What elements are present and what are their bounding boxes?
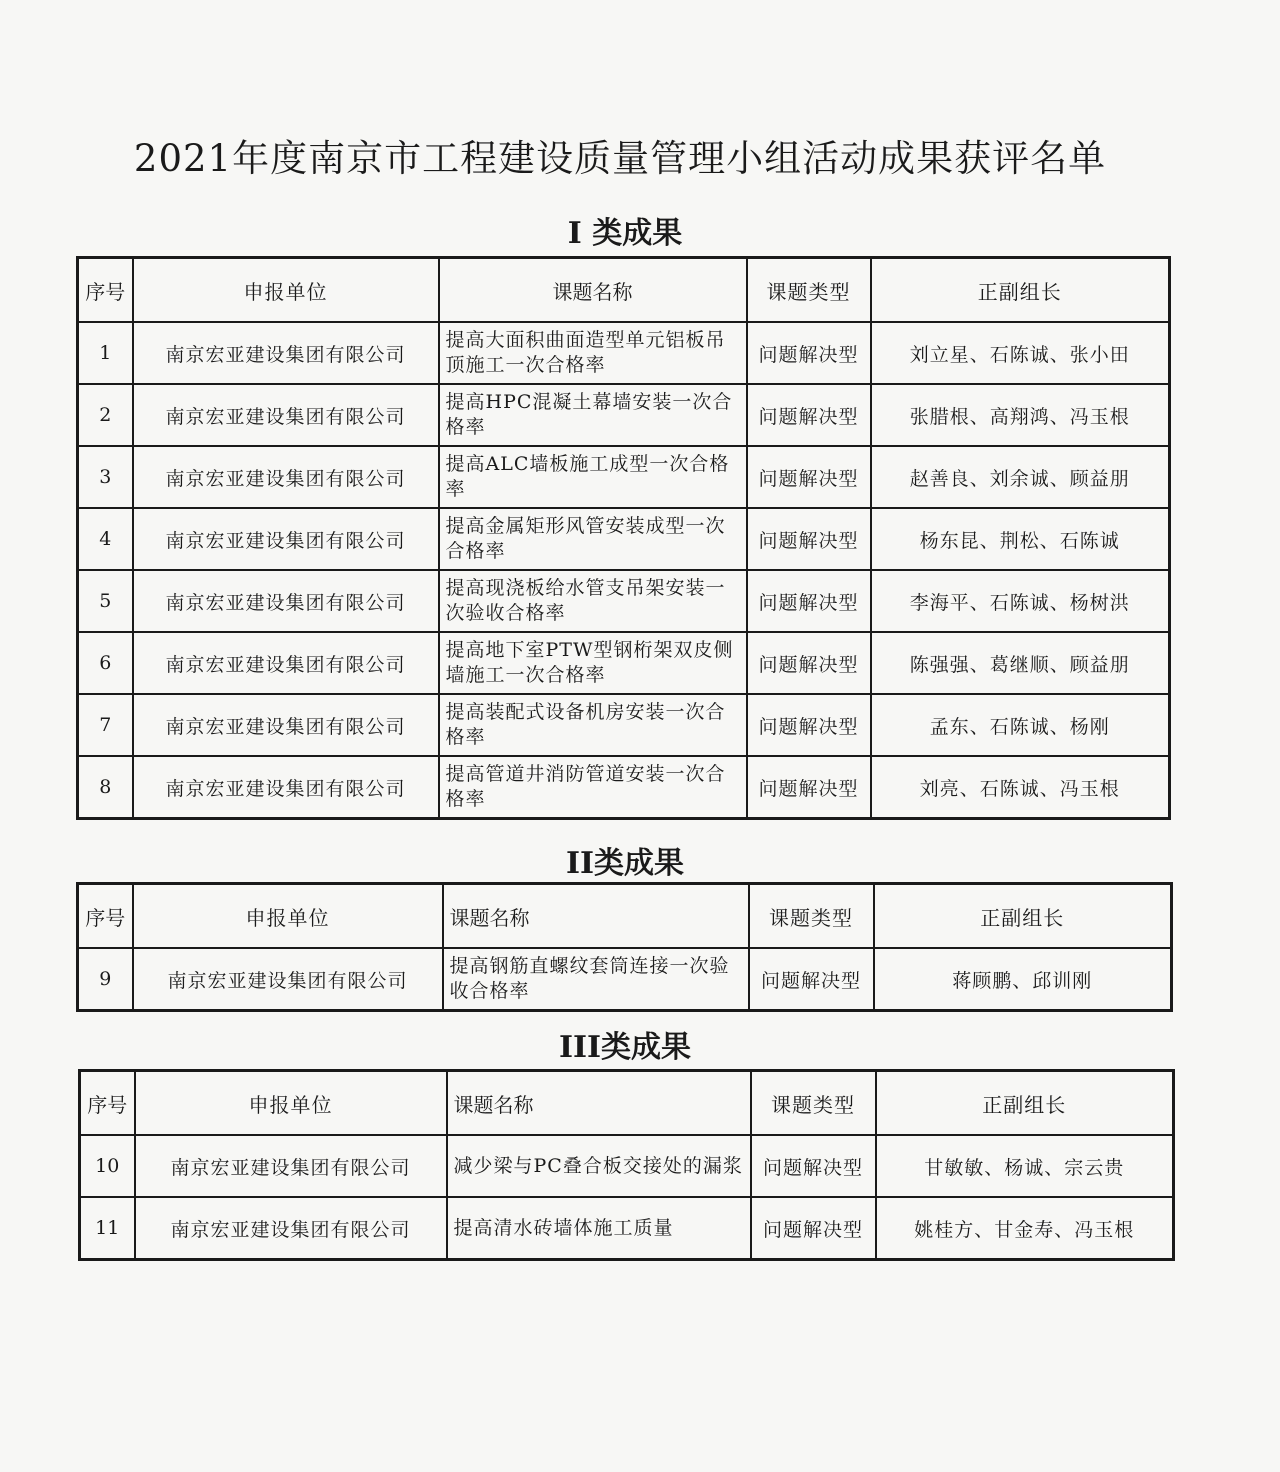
cell-type: 问题解决型 <box>747 756 871 819</box>
table-row <box>78 508 1170 570</box>
cell-no: 1 <box>78 322 133 384</box>
cell-unit: 南京宏亚建设集团有限公司 <box>133 570 439 632</box>
cell-type: 问题解决型 <box>747 694 871 756</box>
cell-topic: 提高管道井消防管道安装一次合格率 <box>439 756 747 819</box>
cell-leaders: 李海平、石陈诚、杨树洪 <box>871 570 1170 632</box>
table-row <box>78 570 1170 632</box>
cell-topic: 提高现浇板给水管支吊架安装一次验收合格率 <box>439 570 747 632</box>
header-no: 序号 <box>80 1071 135 1136</box>
cell-leaders: 孟东、石陈诚、杨刚 <box>871 694 1170 756</box>
cell-no: 3 <box>78 446 133 508</box>
header-leaders: 正副组长 <box>874 884 1172 949</box>
header-unit: 申报单位 <box>133 258 439 323</box>
cell-no: 8 <box>78 756 133 819</box>
table-header-row <box>78 258 1170 323</box>
cell-unit: 南京宏亚建设集团有限公司 <box>133 632 439 694</box>
cell-leaders: 赵善良、刘余诚、顾益朋 <box>871 446 1170 508</box>
cell-type: 问题解决型 <box>747 508 871 570</box>
header-topic: 课题名称 <box>439 258 747 323</box>
table-row <box>80 1135 1174 1197</box>
cell-no: 9 <box>78 948 133 1011</box>
section-title-2: II类成果 <box>565 846 685 881</box>
cell-topic: 减少梁与PC叠合板交接处的漏浆 <box>447 1135 751 1197</box>
cell-type: 问题解决型 <box>747 632 871 694</box>
cell-unit: 南京宏亚建设集团有限公司 <box>133 508 439 570</box>
section-title-1: I 类成果 <box>567 216 683 251</box>
cell-type: 问题解决型 <box>747 384 871 446</box>
cell-no: 11 <box>80 1197 135 1260</box>
table-row <box>78 756 1170 819</box>
results-table-2 <box>76 882 1173 1012</box>
cell-topic: 提高大面积曲面造型单元铝板吊顶施工一次合格率 <box>439 322 747 384</box>
cell-leaders: 张腊根、高翔鸿、冯玉根 <box>871 384 1170 446</box>
header-topic: 课题名称 <box>443 884 749 949</box>
cell-no: 7 <box>78 694 133 756</box>
cell-unit: 南京宏亚建设集团有限公司 <box>135 1197 447 1260</box>
cell-leaders: 刘立星、石陈诚、张小田 <box>871 322 1170 384</box>
header-unit: 申报单位 <box>133 884 443 949</box>
header-unit: 申报单位 <box>135 1071 447 1136</box>
cell-topic: 提高钢筋直螺纹套筒连接一次验收合格率 <box>443 948 749 1011</box>
cell-unit: 南京宏亚建设集团有限公司 <box>133 694 439 756</box>
cell-type: 问题解决型 <box>751 1135 876 1197</box>
table-row <box>78 948 1172 1011</box>
cell-leaders: 蒋顾鹏、邱训刚 <box>874 948 1172 1011</box>
cell-type: 问题解决型 <box>749 948 874 1011</box>
results-table-3 <box>78 1069 1175 1261</box>
header-type: 课题类型 <box>749 884 874 949</box>
cell-no: 5 <box>78 570 133 632</box>
page-title: 2021年度南京市工程建设质量管理小组活动成果获评名单 <box>133 137 1107 180</box>
table-header-row <box>80 1071 1174 1136</box>
cell-topic: 提高ALC墙板施工成型一次合格率 <box>439 446 747 508</box>
cell-leaders: 甘敏敏、杨诚、宗云贵 <box>876 1135 1174 1197</box>
cell-unit: 南京宏亚建设集团有限公司 <box>133 948 443 1011</box>
cell-type: 问题解决型 <box>751 1197 876 1260</box>
cell-unit: 南京宏亚建设集团有限公司 <box>133 384 439 446</box>
header-leaders: 正副组长 <box>876 1071 1174 1136</box>
cell-topic: 提高HPC混凝土幕墙安装一次合格率 <box>439 384 747 446</box>
table-row <box>78 632 1170 694</box>
header-type: 课题类型 <box>747 258 871 323</box>
table-row <box>80 1197 1174 1260</box>
cell-leaders: 刘亮、石陈诚、冯玉根 <box>871 756 1170 819</box>
section-title-3: III类成果 <box>558 1030 692 1065</box>
header-leaders: 正副组长 <box>871 258 1170 323</box>
cell-topic: 提高地下室PTW型钢桁架双皮侧墙施工一次合格率 <box>439 632 747 694</box>
cell-topic: 提高装配式设备机房安装一次合格率 <box>439 694 747 756</box>
cell-topic: 提高清水砖墙体施工质量 <box>447 1197 751 1260</box>
header-no: 序号 <box>78 258 133 323</box>
cell-type: 问题解决型 <box>747 570 871 632</box>
cell-no: 6 <box>78 632 133 694</box>
cell-leaders: 杨东昆、荆松、石陈诚 <box>871 508 1170 570</box>
header-type: 课题类型 <box>751 1071 876 1136</box>
cell-leaders: 姚桂方、甘金寿、冯玉根 <box>876 1197 1174 1260</box>
cell-unit: 南京宏亚建设集团有限公司 <box>133 322 439 384</box>
cell-no: 2 <box>78 384 133 446</box>
cell-no: 4 <box>78 508 133 570</box>
cell-topic: 提高金属矩形风管安装成型一次合格率 <box>439 508 747 570</box>
cell-no: 10 <box>80 1135 135 1197</box>
header-no: 序号 <box>78 884 133 949</box>
table-row <box>78 446 1170 508</box>
table-row <box>78 322 1170 384</box>
table-row <box>78 694 1170 756</box>
cell-unit: 南京宏亚建设集团有限公司 <box>135 1135 447 1197</box>
table-row <box>78 384 1170 446</box>
cell-type: 问题解决型 <box>747 446 871 508</box>
header-topic: 课题名称 <box>447 1071 751 1136</box>
cell-unit: 南京宏亚建设集团有限公司 <box>133 446 439 508</box>
table-header-row <box>78 884 1172 949</box>
cell-unit: 南京宏亚建设集团有限公司 <box>133 756 439 819</box>
cell-leaders: 陈强强、葛继顺、顾益朋 <box>871 632 1170 694</box>
results-table-1 <box>76 256 1171 820</box>
cell-type: 问题解决型 <box>747 322 871 384</box>
